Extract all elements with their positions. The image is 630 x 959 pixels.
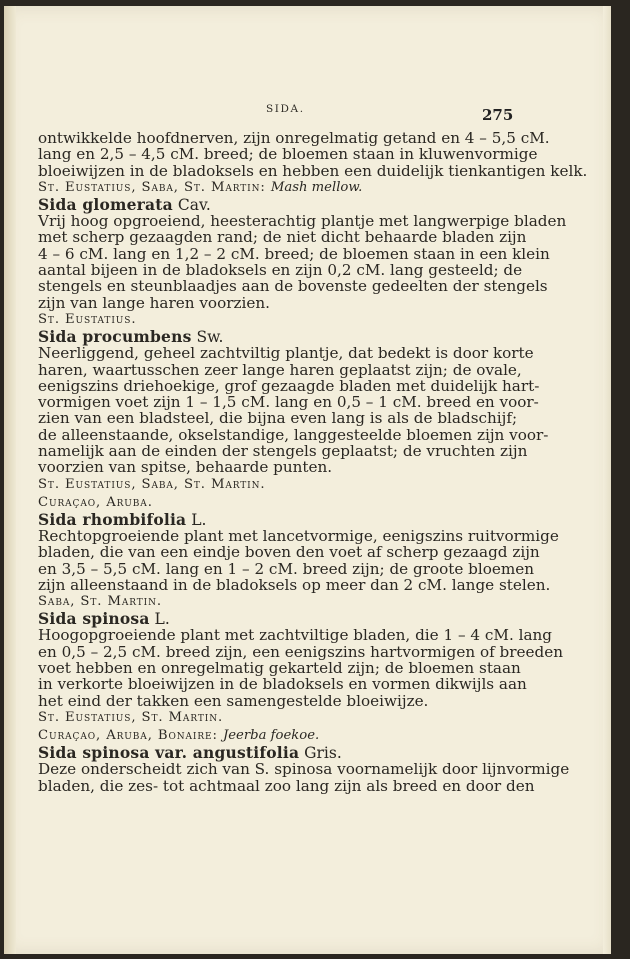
species-author: Gris.: [304, 743, 342, 762]
text-line: voet hebben en onregelmatig gekarteld zijn; de bloemen staan: [38, 659, 521, 678]
text-line: namelijk aan de einden der stengels geplaatst; de vruchten zijn: [38, 442, 528, 461]
species-author: Cav.: [177, 195, 211, 214]
text-line: stengels en steunblaadjes aan de bovenste gedeelten der stengels: [38, 277, 548, 296]
species-heading: [38, 194, 518, 214]
species-author: L.: [191, 510, 207, 529]
locality-places: Curaçao, Aruba.: [38, 494, 153, 510]
locality-line: [38, 709, 518, 727]
text-line: zijn van lange haren voorzien.: [38, 293, 270, 312]
intro-paragraph: [38, 129, 588, 180]
locality-places: St. Eustatius, Saba, St. Martin:: [38, 179, 266, 195]
text-line: in verkorte bloeiwijzen in de bladoksels en vormen dikwijls aan: [38, 675, 527, 694]
text-line: zien van een bladsteel, die bijna even lang is als de bladschijf;: [38, 409, 518, 428]
species-description: [38, 626, 563, 710]
body-text: [38, 129, 588, 795]
locality-places: St. Eustatius, St. Martin.: [38, 709, 224, 725]
species-heading: [38, 611, 518, 627]
species-heading: [38, 326, 518, 346]
species-description: [38, 344, 549, 477]
species-author: L.: [154, 610, 170, 629]
locality-places: Curaçao, Aruba, Bonaire:: [38, 727, 218, 743]
locality-places: St. Eustatius.: [38, 311, 137, 327]
text-line: de alleenstaande, okselstandige, langgesteelde bloemen zijn voor-: [38, 425, 549, 444]
text-line: bladen, die van een eindje boven den voet af scherp gezaagd zijn: [38, 543, 540, 562]
text-line: het eind der takken een samengestelde bloeiwijze.: [38, 691, 429, 710]
page-number: 275: [482, 106, 514, 124]
locality-line: [38, 476, 518, 494]
vernacular-name: Jeerba foekoe.: [222, 727, 320, 743]
vernacular-name: Mash mellow.: [270, 179, 363, 195]
text-line: vormigen voet zijn 1 – 1,5 cM. lang en 0,5 – 1 cM. breed en voor-: [38, 393, 539, 412]
species-author: Sw.: [196, 327, 224, 346]
text-line: met scherp gezaagden rand; de niet dicht behaarde bladen zijn: [38, 228, 527, 247]
text-line: 4 – 6 cM. lang en 1,2 – 2 cM. breed; de bloemen staan in een klein: [38, 244, 550, 263]
locality-places: Saba, St. Martin.: [38, 594, 162, 610]
text-line: bloeiwijzen in de bladoksels en hebben een duidelijk tienkantigen kelk.: [38, 161, 588, 180]
species-name: Sida procumbens: [38, 326, 192, 346]
text-line: en 0,5 – 2,5 cM. breed zijn, een eenigszins hartvormigen of breeden: [38, 642, 563, 661]
species-description: [38, 526, 559, 594]
text-line: voorzien van spitse, behaarde punten.: [38, 458, 333, 477]
text-line: Rechtopgroeiende plant met lancetvormige, eenigszins ruitvormige: [38, 526, 559, 545]
species-name: Sida rhombifolia: [38, 509, 187, 529]
species-name: Sida spinosa: [38, 609, 150, 629]
text-line: zijn alleenstaand in de bladoksels op meer dan 2 cM. lange stelen.: [38, 575, 551, 594]
species-heading: [38, 509, 518, 529]
species-description: [38, 212, 567, 312]
text-line: ontwikkelde hoofdnerven, zijn onregelmatig getand en 4 – 5,5 cM.: [38, 129, 550, 147]
text-line: eenigszins driehoekige, grof gezaagde bladen met duidelijk hart-: [38, 376, 540, 395]
text-line: aantal bijeen in de bladoksels en zijn 0,2 cM. lang gesteeld; de: [38, 261, 523, 280]
text-line: lang en 2,5 – 4,5 cM. breed; de bloemen staan in kluwenvormige: [38, 145, 538, 164]
book-page: [4, 6, 611, 954]
page-edge: [603, 6, 611, 954]
text-line: Hoogopgroeiende plant met zachtviltige bladen, die 1 – 4 cM. lang: [38, 626, 553, 645]
locality-places: St. Eustatius, Saba, St. Martin.: [38, 476, 266, 492]
species-description: [38, 760, 570, 795]
page-spine: [4, 6, 16, 954]
text-line: en 3,5 – 5,5 cM. lang en 1 – 2 cM. breed zijn; de groote bloemen: [38, 559, 535, 578]
text-line: bladen, die zes- tot achtmaal zoo lang zijn als breed en door den: [38, 776, 535, 795]
running-title: SIDA.: [266, 103, 305, 115]
text-line: Deze onderscheidt zich van S. spinosa voornamelijk door lijnvormige: [38, 760, 570, 779]
species-name: Sida spinosa var. angustifolia: [38, 742, 300, 762]
species-heading: [38, 742, 518, 762]
text-line: Neerliggend, geheel zachtviltig plantje, dat bedekt is door korte: [38, 344, 534, 363]
species-name: Sida glomerata: [38, 194, 173, 214]
text-line: haren, waartusschen zeer lange haren geplaatst zijn; de ovale,: [38, 360, 522, 379]
text-line: Vrij hoog opgroeiend, heesterachtig plantje met langwerpige bladen: [38, 212, 567, 231]
